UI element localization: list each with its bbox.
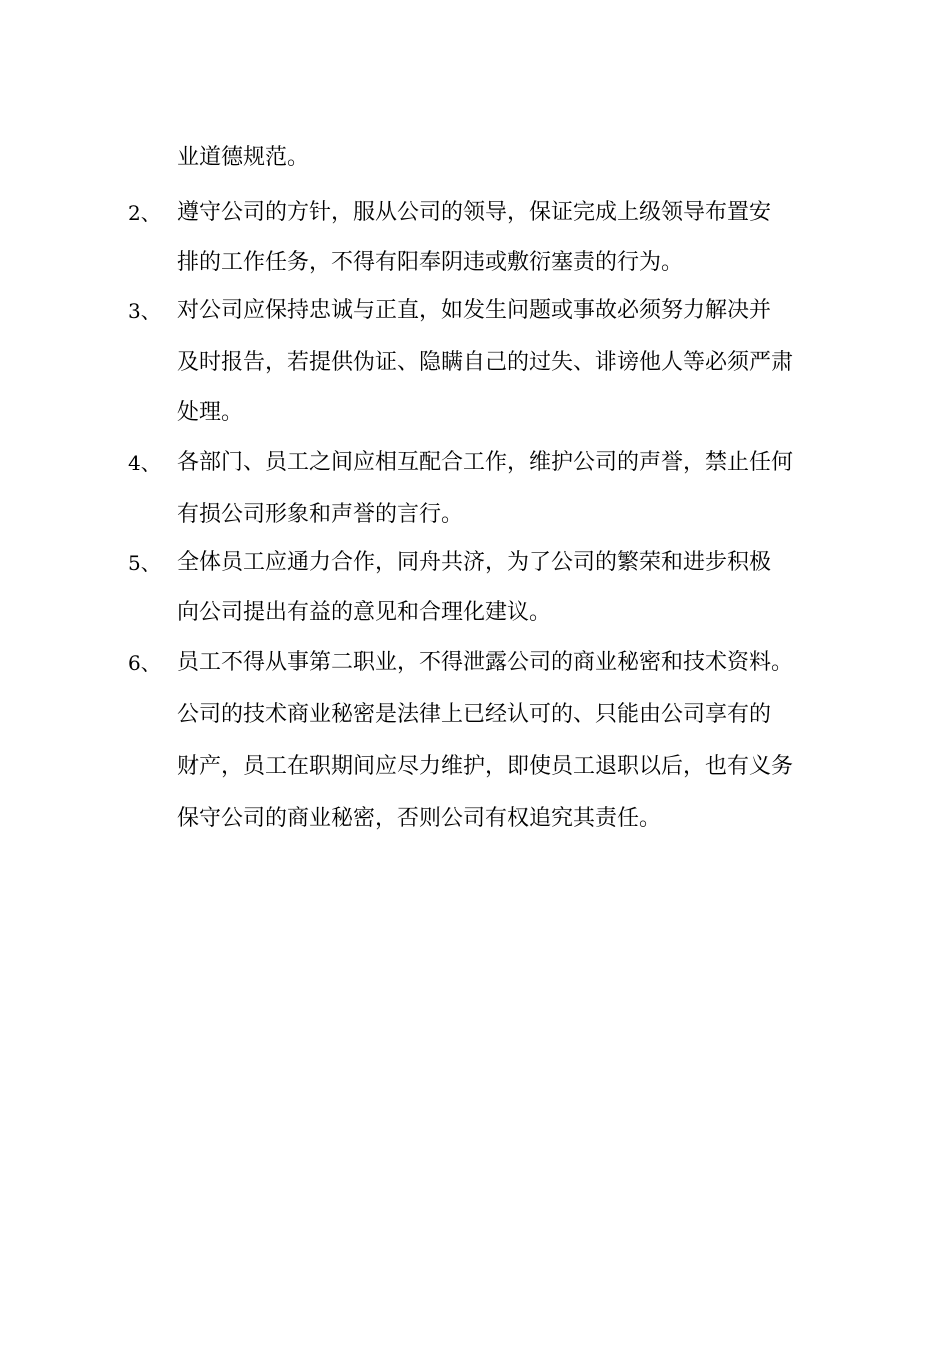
item-text-line: 员工不得从事第二职业，不得泄露公司的商业秘密和技术资料。 [177, 650, 794, 675]
item-number: 2、 [128, 201, 161, 225]
item-text-line: 对公司应保持忠诚与正直，如发生问题或事故必须努力解决并 [177, 298, 772, 323]
item-number: 3、 [128, 299, 161, 323]
item-text-line: 有损公司形象和声誉的言行。 [177, 502, 464, 527]
item-text-line: 财产，员工在职期间应尽力维护，即使员工退职以后，也有义务 [177, 754, 794, 779]
item-number: 4、 [128, 451, 161, 475]
item-text-line: 处理。 [177, 400, 244, 425]
item-text-line: 排的工作任务，不得有阳奉阴违或敷衍塞责的行为。 [177, 250, 684, 275]
item-text-line: 向公司提出有益的意见和合理化建议。 [177, 600, 552, 625]
item-text-line: 遵守公司的方针，服从公司的领导，保证完成上级领导布置安 [177, 200, 772, 225]
item-text-line: 保守公司的商业秘密，否则公司有权追究其责任。 [177, 806, 662, 831]
continuation-line: 业道德规范。 [177, 145, 310, 170]
item-text-line: 公司的技术商业秘密是法律上已经认可的、只能由公司享有的 [177, 702, 772, 727]
item-text-line: 各部门、员工之间应相互配合工作，维护公司的声誉，禁止任何 [177, 450, 794, 475]
item-text-line: 全体员工应通力合作，同舟共济，为了公司的繁荣和进步积极 [177, 550, 772, 575]
item-text-line: 及时报告，若提供伪证、隐瞒自己的过失、诽谤他人等必须严肃 [177, 350, 794, 375]
item-number: 6、 [128, 651, 161, 675]
item-number: 5、 [128, 551, 161, 575]
